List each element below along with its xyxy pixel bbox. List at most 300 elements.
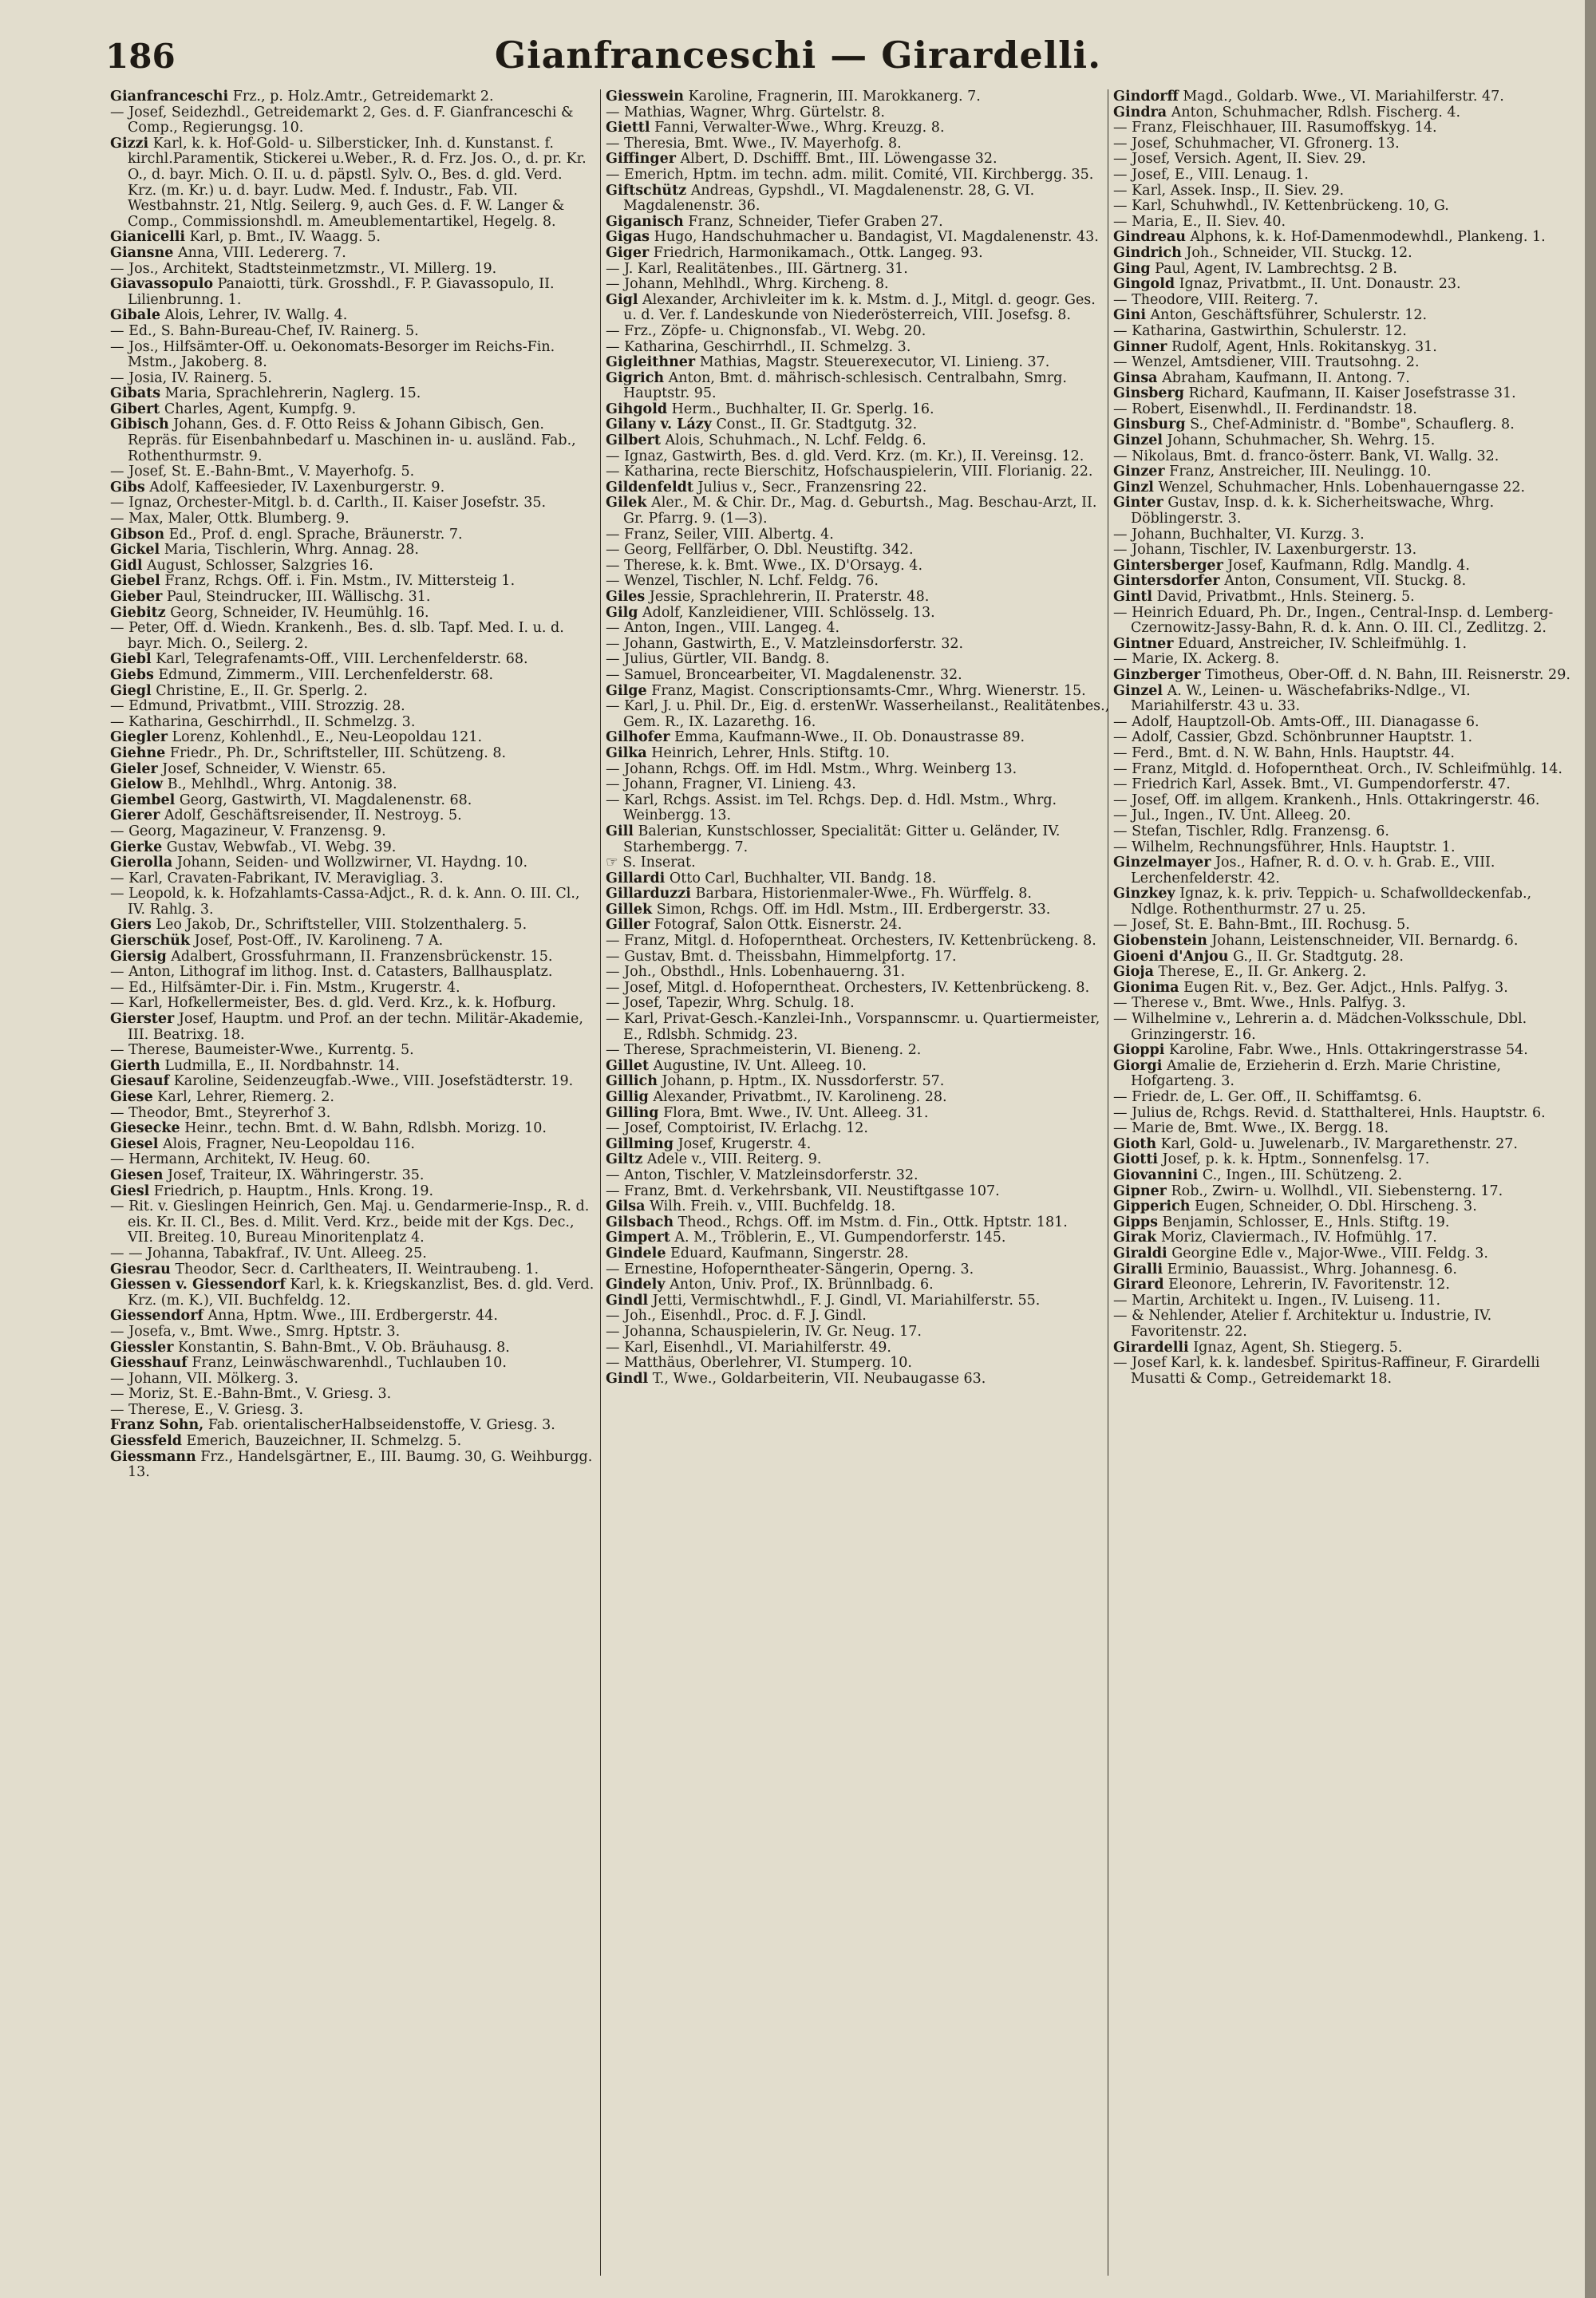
entry-details: — Karl, Cravaten-Fabrikant, IV. Meravigliag. 3.: [110, 870, 444, 886]
directory-entry: [1113, 1356, 1571, 1387]
entry-details: — Franz, Bmt. d. Verkehrsbank, VII. Neustiftgasse 107.: [606, 1183, 1000, 1199]
entry-details: S., Chef-Administr. d. "Bombe", Schauflerg. 8.: [1185, 417, 1515, 433]
directory-entry: [1113, 324, 1571, 340]
directory-entry: [110, 934, 595, 950]
directory-entry: [1113, 777, 1571, 793]
directory-entry: [606, 1309, 1110, 1325]
directory-entry: [110, 1325, 595, 1340]
directory-entry: [1113, 1121, 1571, 1137]
directory-entry: [1113, 105, 1571, 121]
directory-entry: [1113, 168, 1571, 184]
directory-entry: [606, 1168, 1110, 1184]
entry-details: — & Nehlender, Atelier f. Architektur u. Industrie, IV. Favoritenstr. 22.: [1113, 1308, 1492, 1340]
entry-surname: Gigleithner: [606, 354, 696, 371]
directory-entry: [110, 246, 595, 262]
entry-details: — Karl, Eisenhdl., VI. Mariahilferstr. 49.: [606, 1339, 891, 1356]
directory-entry: [1113, 293, 1571, 309]
entry-surname: Gini: [1113, 307, 1146, 324]
entry-details: Anton, Bmt. d. mährisch-schlesisch. Centralbahn, Smrg. Hauptstr. 95.: [623, 369, 1067, 402]
directory-entry: [606, 89, 1110, 105]
directory-entry: [606, 934, 1110, 950]
entry-details: Maria, Sprachlehrerin, Naglerg. 15.: [160, 385, 421, 402]
entry-details: Alexander, Archivleiter im k. k. Mstm. d. J., Mitgl. d. geogr. Ges. u. d. Ver. f. Landeskunde von Niederösterreich, VIII. Josefsg. 8.: [623, 291, 1096, 324]
entry-details: Johann, p. Hptm., IX. Nussdorferstr. 57.: [657, 1073, 945, 1090]
entry-surname: Ginsa: [1113, 369, 1158, 386]
directory-entry: [606, 324, 1110, 340]
entry-surname: Gill: [606, 823, 634, 839]
entry-surname: Giessen v. Giessendorf: [110, 1277, 286, 1293]
directory-entry: [606, 464, 1110, 480]
directory-entry: [606, 355, 1110, 371]
directory-entry: [606, 574, 1110, 590]
directory-entry: [606, 417, 1110, 433]
directory-entry: [110, 1340, 595, 1356]
entry-surname: Giger: [606, 244, 650, 261]
directory-entry: [1113, 386, 1571, 402]
directory-entry: [606, 168, 1110, 184]
entry-details: — Ferd., Bmt. d. N. W. Bahn, Hnls. Hauptstr. 44.: [1113, 744, 1455, 761]
directory-entry: [606, 1262, 1110, 1278]
entry-details: — Johann, Tischler, IV. Laxenburgerstr. 13.: [1113, 542, 1417, 559]
entry-details: Josef, Hauptm. und Prof. an der techn. Militär-Akademie, III. Beatrixg. 18.: [128, 1011, 583, 1043]
entry-details: — Ernestine, Hofoperntheater-Sängerin, Operng. 3.: [606, 1261, 974, 1277]
directory-entry: [110, 777, 595, 793]
entry-details: Eugen Rit. v., Bez. Ger. Adjct., Hnls. Palfyg. 3.: [1179, 979, 1508, 996]
entry-details: — Karl, Privat-Gesch.-Kanzlei-Inh., Vorspannscmr. u. Quartiermeister, E., Rdlsbh. Schmidg. 23.: [606, 1011, 1100, 1043]
entry-details: ☞ S. Inserat.: [606, 855, 696, 871]
entry-details: Karl, p. Bmt., IV. Waagg. 5.: [185, 229, 381, 246]
entry-details: — Max, Maler, Ottk. Blumberg. 9.: [110, 511, 350, 527]
entry-details: — Johann, Fragner, VI. Linieng. 43.: [606, 776, 856, 793]
entry-details: — Theodor, Bmt., Steyrerhof 3.: [110, 1104, 331, 1121]
entry-details: Karl, k. k. Hof-Gold- u. Silbersticker, Inh. d. Kunstanst. f. kirchl.Paramentik, Stickerei u.Weber., R. d. Frz. Jos. O., d. pr. Kr. O., d. bayr. Mich. O. II. u. d. päpstl. Sylv. O., Bes. d. gld. Verd. Krz. (m. Kr.) u. d. bayr. Ludw. Med. f. Industr., Fab. VII. Westbahnstr. 21, Ntlg. Seilerg. 9, auch Ges. d. F. W. Langer & Comp., Commissionshdl. m. Ameublementartikel, Hegelg. 8.: [128, 135, 587, 230]
entry-details: Leo Jakob, Dr., Schriftsteller, VIII. Stolzenthalerg. 5.: [151, 917, 527, 934]
entry-details: — Nikolaus, Bmt. d. franco-österr. Bank, VI. Wallg. 32.: [1113, 448, 1499, 464]
directory-entry: [110, 1434, 595, 1450]
entry-surname: Giebitz: [110, 604, 166, 621]
entry-details: Adolf, Geschäftsreisender, II. Nestroyg. 5.: [160, 807, 462, 824]
entry-surname: Girak: [1113, 1230, 1157, 1246]
entry-details: — Adolf, Hauptzoll-Ob. Amts-Off., III. Dianagasse 6.: [1113, 713, 1479, 730]
entry-surname: Gillarduzzi: [606, 886, 691, 902]
directory-entry: [1113, 934, 1571, 950]
directory-entry: [110, 699, 595, 715]
entry-surname: Ging: [1113, 260, 1151, 277]
entry-details: Anton, Consument, VII. Stuckg. 8.: [1219, 573, 1467, 590]
entry-details: — Josef, Off. im allgem. Krankenh., Hnls. Ottakringerstr. 46.: [1113, 792, 1540, 808]
directory-entry: [110, 324, 595, 340]
entry-details: Gustav, Insp. d. k. k. Sicherheitswache, Whrg. Döblingerstr. 3.: [1131, 495, 1495, 527]
entry-surname: Giltz: [606, 1151, 643, 1168]
entry-details: — Karl, Rchgs. Assist. im Tel. Rchgs. Dep. d. Hdl. Mstm., Whrg. Weinbergg. 13.: [606, 792, 1057, 824]
directory-entry: [1113, 652, 1571, 668]
entry-details: Ignaz, Agent, Sh. Stiegerg. 5.: [1188, 1339, 1403, 1356]
entry-surname: Giffinger: [606, 151, 676, 168]
entry-surname: Giraldi: [1113, 1245, 1167, 1262]
entry-details: — Georg, Fellfärber, O. Dbl. Neustiftg. 342.: [606, 542, 914, 559]
entry-details: A. M., Tröblerin, E., VI. Gumpendorferstr. 145.: [670, 1230, 1006, 1246]
entry-surname: Gillming: [606, 1135, 674, 1152]
page-header: [0, 30, 1596, 86]
entry-details: Otto Carl, Buchhalter, VII. Bandg. 18.: [665, 870, 937, 886]
entry-surname: Ginzkey: [1113, 886, 1175, 902]
entry-details: — Katharina, Geschirrhdl., II. Schmelzg. 3.: [606, 338, 911, 355]
entry-surname: Giers: [110, 917, 152, 934]
directory-entry: [1113, 762, 1571, 778]
entry-details: — Therese v., Bmt. Wwe., Hnls. Palfyg. 3.: [1113, 995, 1406, 1012]
directory-entry: [110, 574, 595, 590]
directory-entry: [1113, 496, 1571, 527]
entry-details: Magd., Goldarb. Wwe., VI. Mariahilferstr. 47.: [1178, 89, 1504, 105]
entry-details: — Johanna, Schauspielerin, IV. Gr. Neug. 17.: [606, 1323, 922, 1340]
entry-details: — Marie, IX. Ackerg. 8.: [1113, 651, 1280, 668]
entry-details: Balerian, Kunstschlosser, Specialität: Gitter u. Geländer, IV. Starhembergg. 7.: [623, 823, 1061, 855]
entry-details: Anton, Geschäftsführer, Schulerstr. 12.: [1145, 307, 1428, 324]
directory-entry: [606, 637, 1110, 653]
entry-surname: Giesecke: [110, 1120, 180, 1137]
directory-entry: [606, 433, 1110, 449]
entry-surname: Giles: [606, 589, 646, 605]
entry-details: — Johann, Mehlhdl., Whrg. Kircheng. 8.: [606, 276, 889, 293]
directory-entry: [1113, 808, 1571, 824]
directory-entry: [110, 1372, 595, 1388]
entry-details: — Theodore, VIII. Reiterg. 7.: [1113, 291, 1318, 308]
directory-entry: [1113, 1152, 1571, 1168]
entry-details: Emerich, Bauzeichner, II. Schmelzg. 5.: [181, 1433, 462, 1450]
entry-details: Karoline, Fragnerin, III. Marokkanerg. 7.: [684, 89, 981, 105]
entry-details: Emma, Kaufmann-Wwe., II. Ob. Donaustrasse 89.: [670, 729, 1025, 746]
entry-details: — Theresia, Bmt. Wwe., IV. Mayerhofg. 8.: [606, 135, 902, 152]
entry-surname: Gintersberger: [1113, 557, 1223, 574]
entry-details: Herm., Buchhalter, II. Gr. Sperlg. 16.: [667, 401, 934, 417]
directory-entry: [1113, 793, 1571, 809]
entry-details: August, Schlosser, Salzgries 16.: [142, 557, 373, 574]
entry-details: Ed., Prof. d. engl. Sprache, Bräunerstr. 7.: [164, 526, 463, 543]
entry-details: Anna, Hptm. Wwe., III. Erdbergerstr. 44.: [203, 1308, 498, 1325]
entry-details: — Stefan, Tischler, Rdlg. Franzensg. 6.: [1113, 823, 1389, 839]
entry-details: Aler., M. & Chir. Dr., Mag. d. Geburtsh., Mag. Beschau-Arzt, II. Gr. Pfarrg. 9. (1—3).: [623, 495, 1097, 527]
entry-details: — Matthäus, Oberlehrer, VI. Stumperg. 10.: [606, 1355, 912, 1372]
entry-surname: Ginzelmayer: [1113, 855, 1211, 871]
entry-surname: Ginzl: [1113, 479, 1154, 496]
entry-details: Josef, Schneider, V. Wienstr. 65.: [157, 760, 386, 777]
entry-details: Friedr., Ph. Dr., Schriftsteller, III. Schützeng. 8.: [165, 744, 507, 761]
entry-surname: Giembel: [110, 792, 176, 808]
entry-details: — Ed., S. Bahn-Bureau-Chef, IV. Rainerg. 5.: [110, 322, 419, 339]
directory-entry: [1113, 886, 1571, 918]
entry-surname: Giralli: [1113, 1261, 1163, 1277]
directory-entry: [110, 918, 595, 934]
directory-entry: [606, 1106, 1110, 1122]
entry-details: — Rit. v. Gieslingen Heinrich, Gen. Maj. u. Gendarmerie-Insp., R. d. eis. Kr. II. Cl., Bes. d. Milit. Verd. Krz., beide mit der Kgs. Dec., VII. Breiteg. 10, Bureau Minoritenplatz 4.: [110, 1198, 590, 1246]
directory-entry: [1113, 715, 1571, 731]
entry-details: Karl, Gold- u. Juwelenarb., IV. Margarethenstr. 27.: [1156, 1135, 1518, 1152]
entry-details: — Josef, St. E. Bahn-Bmt., III. Rochusg. 5.: [1113, 917, 1410, 934]
directory-entry: [110, 230, 595, 246]
directory-entry: [110, 621, 595, 652]
directory-entry: [606, 1090, 1110, 1106]
entry-surname: Gielow: [110, 776, 164, 793]
entry-surname: Ginzel: [1113, 682, 1163, 699]
entry-surname: Gionima: [1113, 979, 1179, 996]
entry-details: — Anton, Lithograf im lithog. Inst. d. Catasters, Ballhausplatz.: [110, 964, 553, 981]
directory-entry: [1113, 246, 1571, 262]
entry-details: — Georg, Magazineur, V. Franzensg. 9.: [110, 823, 386, 839]
entry-details: Adele v., VIII. Reiterg. 9.: [642, 1151, 822, 1168]
entry-details: C., Ingen., III. Schützeng. 2.: [1198, 1167, 1403, 1183]
entry-details: Karl, Telegrafenamts-Off., VIII. Lerchenfelderstr. 68.: [151, 651, 528, 668]
entry-surname: Gierer: [110, 807, 160, 824]
directory-entry: [606, 699, 1110, 730]
directory-entry: [110, 559, 595, 574]
directory-entry: [1113, 1059, 1571, 1090]
directory-entry: [1113, 371, 1571, 387]
entry-surname: Gillet: [606, 1057, 650, 1074]
entry-surname: Gipperich: [1113, 1198, 1191, 1215]
directory-entry: [606, 1043, 1110, 1059]
directory-entry: [606, 277, 1110, 293]
entry-surname: Giessendorf: [110, 1308, 203, 1325]
directory-entry: [1113, 574, 1571, 590]
directory-entry: [606, 652, 1110, 668]
directory-entry: [1113, 668, 1571, 684]
entry-details: Alois, Schuhmach., N. Lchf. Feldg. 6.: [660, 432, 926, 449]
entry-surname: Giesen: [110, 1167, 164, 1183]
directory-column-1: [110, 89, 595, 2276]
entry-details: — Peter, Off. d. Wiedn. Krankenh., Bes. d. slb. Tapf. Med. I. u. d. bayr. Mich. O., Seilerg. 2.: [110, 620, 564, 652]
directory-entry: [1113, 1293, 1571, 1309]
directory-entry: [1113, 417, 1571, 433]
entry-surname: Gidl: [110, 557, 143, 574]
entry-details: Abraham, Kaufmann, II. Antong. 7.: [1157, 369, 1410, 386]
entry-surname: Giesshauf: [110, 1355, 188, 1372]
entry-details: — Karl, Schuhwhdl., IV. Kettenbrückeng. 10, G.: [1113, 198, 1449, 215]
directory-entry: [606, 996, 1110, 1012]
entry-details: Alphons, k. k. Hof-Damenmodewhdl., Plankeng. 1.: [1185, 229, 1546, 246]
directory-entry: [110, 1168, 595, 1184]
entry-surname: Giehne: [110, 744, 166, 761]
directory-entry: [110, 1277, 595, 1309]
entry-details: Ludmilla, E., II. Nordbahnstr. 14.: [160, 1057, 400, 1074]
entry-details: — Wenzel, Amtsdiener, VIII. Trautsohng. 2.: [1113, 354, 1420, 371]
directory-entry: [110, 386, 595, 402]
directory-entry: [606, 668, 1110, 684]
directory-entry: [1113, 1012, 1571, 1043]
entry-details: Jetti, Vermischtwhdl., F. J. Gindl, VI. Mariahilferstr. 55.: [648, 1292, 1041, 1309]
entry-details: Karl, k. k. Kriegskanzlist, Bes. d. gld. Verd. Krz. (m. K.), VII. Buchfeldg. 12.: [128, 1277, 595, 1309]
entry-surname: Gizzi: [110, 135, 149, 152]
entry-details: Alexander, Privatbmt., IV. Karolineng. 28.: [648, 1089, 947, 1105]
entry-surname: Giettl: [606, 120, 650, 136]
entry-details: — Heinrich Eduard, Ph. Dr., Ingen., Central-Insp. d. Lemberg-Czernowitz-Jassy-Bahn, R. d. k. Ann. O. III. Cl., Zedlitzg. 2.: [1113, 604, 1554, 637]
directory-entry: [1113, 559, 1571, 574]
directory-entry: [110, 1137, 595, 1153]
directory-entry: [110, 527, 595, 543]
directory-entry: [110, 340, 595, 371]
directory-entry: [110, 480, 595, 496]
entry-surname: Giessmann: [110, 1448, 196, 1465]
directory-entry: [606, 1199, 1110, 1215]
directory-entry: [1113, 996, 1571, 1012]
directory-entry: [110, 543, 595, 559]
entry-surname: Ginner: [1113, 338, 1167, 355]
entry-details: Johann, Leistenschneider, VII. Bernardg. 6.: [1207, 933, 1519, 950]
entry-details: Wilh. Freih. v., VIII. Buchfeldg. 18.: [645, 1198, 896, 1215]
entry-details: Georg, Gastwirth, VI. Magdalenenstr. 68.: [175, 792, 472, 808]
entry-details: Richard, Kaufmann, II. Kaiser Josefstrasse 31.: [1184, 385, 1516, 402]
directory-entry: [110, 262, 595, 278]
entry-details: Erminio, Bauassist., Whrg. Johannesg. 6.: [1163, 1261, 1457, 1277]
directory-entry: [110, 1121, 595, 1137]
entry-details: Ignaz, k. k. priv. Teppich- u. Schafwolldeckenfab., Ndlge. Rothenthurmstr. 27 u. 25.: [1131, 886, 1532, 918]
directory-entry: [110, 668, 595, 684]
entry-surname: Gildenfeldt: [606, 479, 693, 496]
entry-details: — Franz, Seiler, VIII. Albertg. 4.: [606, 526, 834, 543]
directory-entry: [606, 1074, 1110, 1090]
entry-surname: Girard: [1113, 1277, 1164, 1293]
entry-details: — Josef, Versich. Agent, II. Siev. 29.: [1113, 151, 1366, 168]
directory-entry: [1113, 965, 1571, 981]
entry-details: Const., II. Gr. Stadtgutg. 32.: [711, 417, 918, 433]
entry-surname: Gierschük: [110, 933, 191, 950]
entry-details: — Franz, Fleischhauer, III. Rasumoffskyg. 14.: [1113, 120, 1437, 136]
entry-details: A. W., Leinen- u. Wäschefabriks-Ndlge., VI. Mariahilferstr. 43 u. 33.: [1131, 682, 1471, 715]
directory-entry: [1113, 730, 1571, 746]
entry-details: Karoline, Fabr. Wwe., Hnls. Ottakringerstrasse 54.: [1164, 1042, 1528, 1059]
directory-entry: [110, 652, 595, 668]
entry-details: — Franz, Mitgld. d. Hofoperntheat. Orch., IV. Schleifmühlg. 14.: [1113, 760, 1562, 777]
directory-entry: [1113, 120, 1571, 136]
directory-entry: [606, 886, 1110, 902]
directory-entry: [1113, 1106, 1571, 1122]
directory-entry: [110, 1184, 595, 1200]
directory-entry: [110, 1309, 595, 1325]
entry-details: — Therese, E., V. Griesg. 3.: [110, 1401, 304, 1418]
entry-surname: Gipps: [1113, 1214, 1158, 1230]
entry-surname: Ginzel: [1113, 432, 1163, 449]
entry-details: Franz, Anstreicher, III. Neulingg. 10.: [1164, 464, 1432, 480]
directory-entry: [110, 1450, 595, 1481]
entry-details: Amalie de, Erzieherin d. Erzh. Marie Christine, Hofgarteng. 3.: [1131, 1057, 1501, 1090]
directory-entry: [606, 480, 1110, 496]
entry-surname: Gilbert: [606, 432, 661, 449]
entry-details: — Ed., Hilfsämter-Dir. i. Fin. Mstm., Krugerstr. 4.: [110, 979, 460, 996]
directory-entry: [606, 824, 1110, 855]
directory-entry: [606, 1215, 1110, 1231]
directory-entry: [110, 308, 595, 324]
directory-entry: [110, 730, 595, 746]
entry-details: — Wenzel, Tischler, N. Lchf. Feldg. 76.: [606, 573, 879, 590]
entry-details: — Joh., Obsthdl., Hnls. Lobenhauerng. 31.: [606, 964, 906, 981]
entry-details: Georgine Edle v., Major-Wwe., VIII. Feldg. 3.: [1167, 1245, 1488, 1262]
directory-entry: [110, 1043, 595, 1059]
directory-entry: [110, 1012, 595, 1043]
entry-surname: Giebel: [110, 573, 160, 590]
entry-surname: Gieber: [110, 589, 163, 605]
directory-entry: [110, 1262, 595, 1278]
entry-surname: Gibson: [110, 526, 165, 543]
directory-entry: [606, 965, 1110, 981]
directory-entry: [606, 340, 1110, 356]
directory-entry: [1113, 1340, 1571, 1356]
entry-surname: Gindra: [1113, 104, 1167, 120]
directory-entry: [1113, 918, 1571, 934]
directory-entry: [606, 262, 1110, 278]
entry-surname: Giesel: [110, 1135, 159, 1152]
directory-entry: [1113, 1168, 1571, 1184]
entry-details: — Johann, Rchgs. Off. im Hdl. Mstm., Whrg. Weinberg 13.: [606, 760, 1017, 777]
directory-entry: [110, 886, 595, 918]
directory-entry: [110, 840, 595, 856]
directory-entry: [1113, 449, 1571, 465]
entry-details: Mathias, Magstr. Steuerexecutor, VI. Linieng. 37.: [695, 354, 1050, 371]
entry-details: Fab. orientalischerHalbseidenstoffe, V. Griesg. 3.: [203, 1417, 555, 1434]
entry-details: Franz, Magist. Conscriptionsamts-Cmr., Whrg. Wienerstr. 15.: [646, 682, 1086, 699]
directory-entry: [606, 1325, 1110, 1340]
entry-surname: Gianicelli: [110, 229, 186, 246]
directory-entry: [1113, 637, 1571, 653]
directory-entry: [110, 606, 595, 622]
entry-surname: Giovannini: [1113, 1167, 1199, 1183]
directory-entry: [606, 1340, 1110, 1356]
directory-entry: [1113, 402, 1571, 418]
entry-details: — — Johanna, Tabakfraf., IV. Unt. Alleeg. 25.: [110, 1245, 427, 1262]
entry-details: Christine, E., II. Gr. Sperlg. 2.: [151, 682, 368, 699]
entry-details: — Ignaz, Gastwirth, Bes. d. gld. Verd. Krz. (m. Kr.), II. Vereinsg. 12.: [606, 448, 1084, 464]
entry-details: Joh., Schneider, VII. Stuckg. 12.: [1181, 244, 1412, 261]
directory-entry: [110, 464, 595, 480]
entry-details: — Friedrich Karl, Assek. Bmt., VI. Gumpendorferstr. 47.: [1113, 776, 1511, 793]
entry-surname: Gillardi: [606, 870, 666, 886]
entry-surname: Gierolla: [110, 855, 173, 871]
directory-entry: [110, 1199, 595, 1246]
directory-entry: [606, 606, 1110, 622]
directory-entry: [606, 871, 1110, 887]
directory-entry: [1113, 1230, 1571, 1246]
directory-entry: [110, 965, 595, 981]
entry-details: — Anton, Tischler, V. Matzleinsdorferstr. 32.: [606, 1167, 918, 1183]
directory-entry: [1113, 950, 1571, 965]
directory-entry: [110, 1152, 595, 1168]
entry-details: Therese, E., II. Gr. Ankerg. 2.: [1153, 964, 1367, 981]
entry-details: Simon, Rchgs. Off. im Hdl. Mstm., III. Erdbergerstr. 33.: [652, 901, 1051, 918]
directory-entry: [1113, 1137, 1571, 1153]
directory-entry: [1113, 824, 1571, 840]
entry-details: Fanni, Verwalter-Wwe., Whrg. Kreuzg. 8.: [650, 120, 945, 136]
entry-surname: Gindreau: [1113, 229, 1186, 246]
entry-details: — Leopold, k. k. Hofzahlamts-Cassa-Adjct., R. d. k. Ann. O. III. Cl., IV. Rahlg. 3.: [110, 886, 580, 918]
entry-details: — Katharina, recte Bierschitz, Hofschauspielerin, VIII. Florianig. 22.: [606, 464, 1093, 480]
directory-entry: [606, 371, 1110, 402]
directory-entry: [1113, 1262, 1571, 1278]
entry-details: Frz., p. Holz.Amtr., Getreidemarkt 2.: [228, 89, 494, 105]
directory-entry: [606, 684, 1110, 700]
entry-surname: Gibs: [110, 479, 145, 496]
directory-entry: [606, 293, 1110, 324]
entry-details: Andreas, Gypshdl., VI. Magdalenenstr. 28, G. VI. Magdalenenstr. 36.: [623, 182, 1035, 215]
entry-details: Johann, Seiden- und Wollzwirner, VI. Haydng. 10.: [172, 855, 528, 871]
directory-entry: [606, 1372, 1110, 1388]
directory-entry: [606, 543, 1110, 559]
entry-surname: Ginzer: [1113, 464, 1165, 480]
entry-details: — Josef, E., VIII. Lenaug. 1.: [1113, 166, 1309, 183]
entry-details: Rudolf, Agent, Hnls. Rokitanskyg. 31.: [1167, 338, 1437, 355]
entry-details: Theod., Rchgs. Off. im Mstm. d. Fin., Ottk. Hptstr. 181.: [674, 1214, 1068, 1230]
entry-details: — Josia, IV. Rainerg. 5.: [110, 369, 272, 386]
directory-entry: [110, 824, 595, 840]
entry-details: Jos., Hafner, R. d. O. v. h. Grab. E., VIII. Lerchenfelderstr. 42.: [1131, 855, 1495, 886]
directory-entry: [606, 105, 1110, 121]
